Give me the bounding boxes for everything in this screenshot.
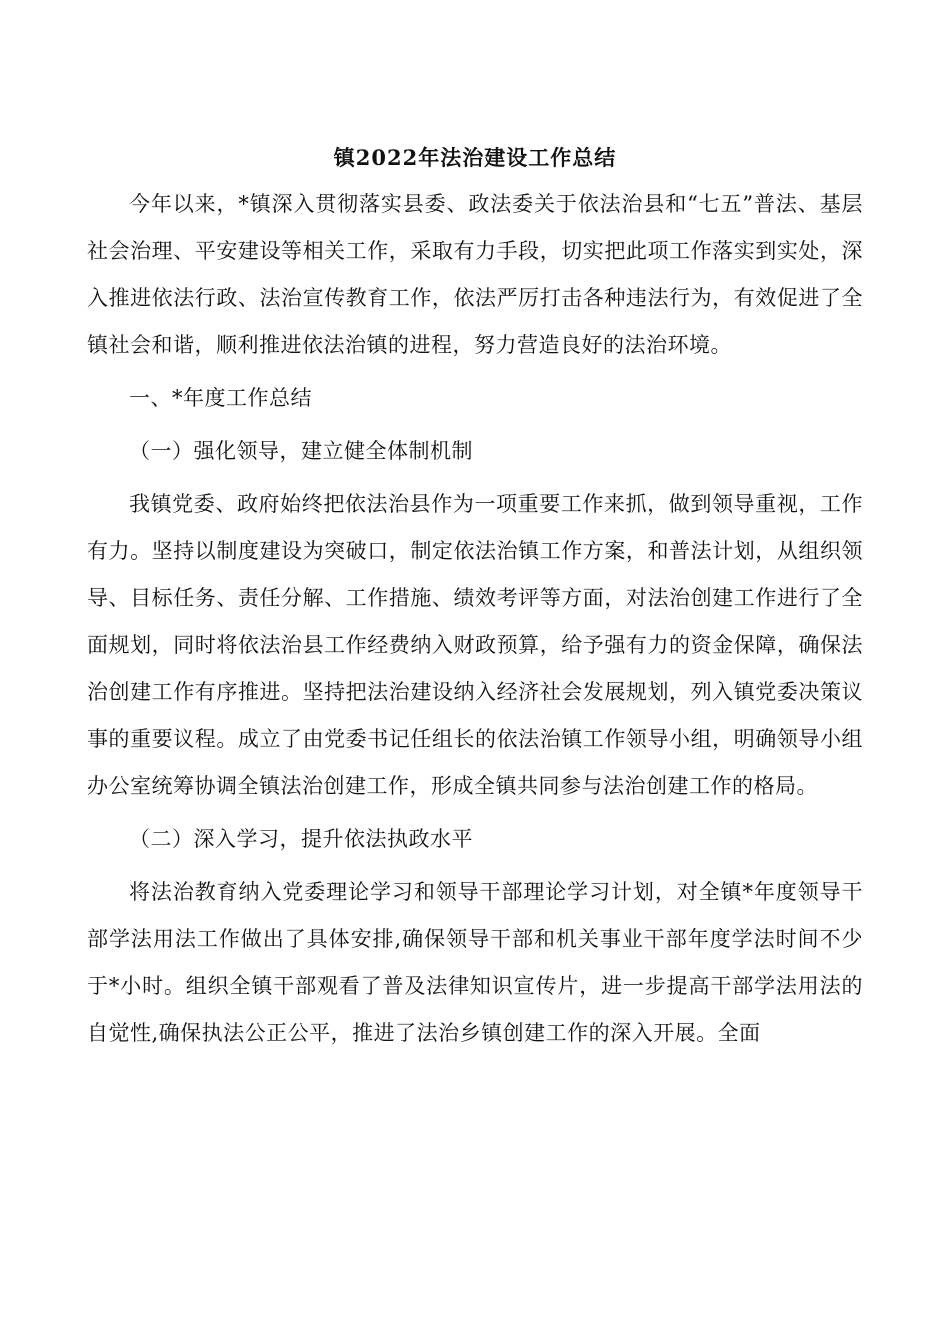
- subsection-heading-2: （二）深入学习，提升依法执政水平: [129, 827, 473, 851]
- subsection-body-2: 将法治教育纳入党委理论学习和领导干部理论学习计划，对全镇*年度领导干部学法用法工作做出了具体安排,确保领导干部和机关事业干部年度学法时间不少于*小时。组织全镇干部观看了普及法律知识宣传片，进一步提高干部学法用法的自觉性,确保执法公正公平，推进了法治乡镇创建工作的深入开展。全面: [87, 880, 863, 1045]
- document-title: 镇2022年法治建设工作总结: [333, 145, 617, 170]
- section-heading: 一、*年度工作总结: [129, 386, 312, 410]
- subsection-body-1: 我镇党委、政府始终把依法治县作为一项重要工作来抓，做到领导重视，工作有力。坚持以制度建设为突破口，制定依法治镇工作方案，和普法计划，从组织领导、目标任务、责任分解、工作措施、绩效考评等方面，对法治创建工作进行了全面规划，同时将依法治县工作经费纳入财政预算，给予强有力的资金保障，确保法治创建工作有序推进。坚持把法治建设纳入经济社会发展规划，列入镇党委决策议事的重要议程。成立了由党委书记任组长的依法治镇工作领导小组，明确领导小组办公室统筹协调全镇法治创建工作，形成全镇共同参与法治创建工作的格局。: [87, 492, 863, 798]
- document-page: [87, 138, 863, 1057]
- intro-paragraph: 今年以来，*镇深入贯彻落实县委、政法委关于依法治县和“七五”普法、基层社会治理、平安建设等相关工作，采取有力手段，切实把此项工作落实到实处，深入推进依法行政、法治宣传教育工作，依法严厉打击各种违法行为，有效促进了全镇社会和谐，顺利推进依法治镇的进程，努力营造良好的法治环境。: [87, 192, 863, 357]
- subsection-heading-1: （一）强化领导，建立健全体制机制: [129, 439, 473, 463]
